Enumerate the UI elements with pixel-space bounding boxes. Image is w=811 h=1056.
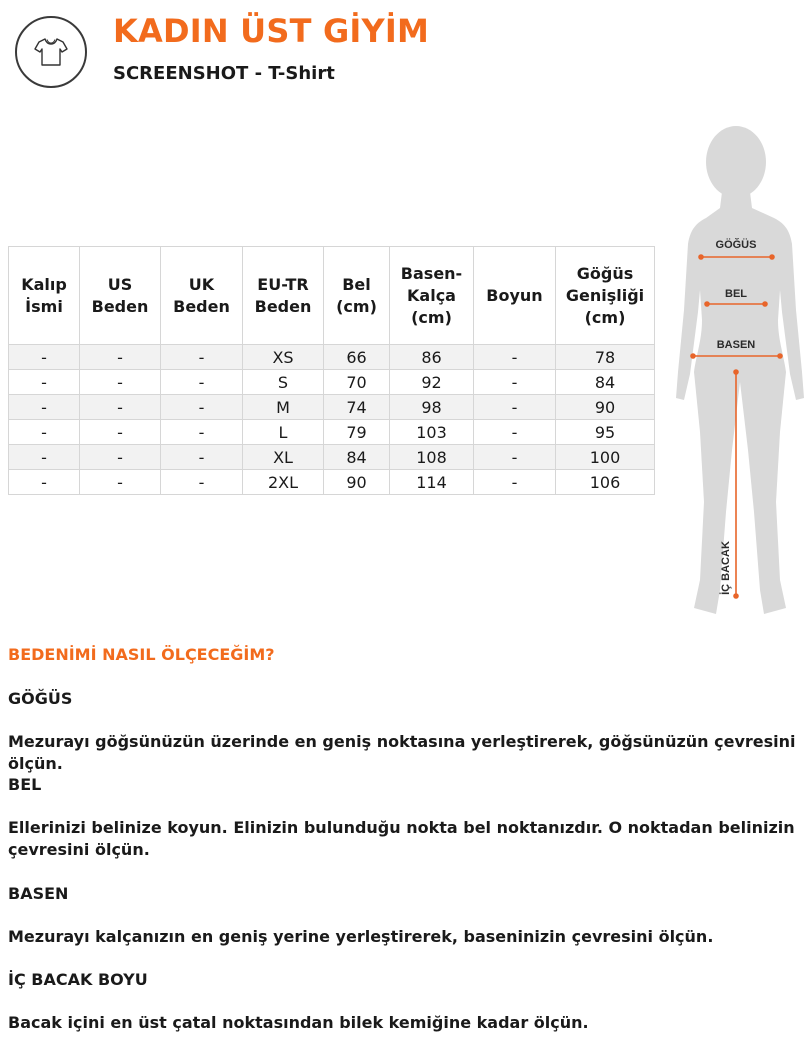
table-cell: 66 (324, 345, 390, 370)
table-cell: - (80, 395, 161, 420)
table-cell: - (80, 470, 161, 495)
table-cell: S (243, 370, 324, 395)
column-header: Kalıp İsmi (9, 247, 80, 345)
inseam-line-end (734, 594, 738, 598)
hip-label: BASEN (716, 339, 756, 351)
table-cell: - (9, 445, 80, 470)
table-cell: 114 (390, 470, 474, 495)
table-row (9, 370, 655, 395)
table-cell: 79 (324, 420, 390, 445)
table-cell: - (474, 370, 556, 395)
table-cell: 103 (390, 420, 474, 445)
inseam-guide-text: Bacak içini en üst çatal noktasından bilek kemiğine kadar ölçün. (8, 1013, 589, 1032)
table-cell: 84 (324, 445, 390, 470)
body-measurement-figure (670, 120, 811, 620)
table-cell: - (474, 345, 556, 370)
table-cell: 74 (324, 395, 390, 420)
hip-line-end (691, 354, 695, 358)
table-cell: - (474, 420, 556, 445)
table-cell: - (80, 345, 161, 370)
table-cell: - (474, 470, 556, 495)
table-cell: - (80, 445, 161, 470)
hip-guide-label: BASEN (8, 884, 69, 903)
column-header: Göğüs Genişliği (cm) (556, 247, 655, 345)
chest-line-end (699, 255, 703, 259)
table-cell: - (161, 470, 243, 495)
table-cell: XS (243, 345, 324, 370)
page-title: KADIN ÜST GİYİM (113, 12, 430, 50)
table-cell: - (9, 345, 80, 370)
table-cell: 84 (556, 370, 655, 395)
waist-guide-text: Ellerinizi belinize koyun. Elinizin bulunduğu nokta bel noktanızdır. O noktadan belinizin çevresini ölçün. (8, 818, 795, 859)
chest-line-end (770, 255, 774, 259)
table-row (9, 395, 655, 420)
table-cell: M (243, 395, 324, 420)
table-cell: 106 (556, 470, 655, 495)
table-cell: 78 (556, 345, 655, 370)
table-cell: - (80, 370, 161, 395)
table-cell: 108 (390, 445, 474, 470)
chest-guide-text: Mezurayı göğsünüzün üzerinde en geniş noktasına yerleştirerek, göğsünüzün çevresini ölçün. (8, 732, 796, 773)
table-cell: - (474, 445, 556, 470)
table-cell: 92 (390, 370, 474, 395)
column-header: UK Beden (161, 247, 243, 345)
table-cell: 90 (324, 470, 390, 495)
column-header: Bel (cm) (324, 247, 390, 345)
column-header: EU-TR Beden (243, 247, 324, 345)
table-cell: 100 (556, 445, 655, 470)
table-row (9, 470, 655, 495)
table-cell: 70 (324, 370, 390, 395)
hip-guide-text: Mezurayı kalçanızın en geniş yerine yerleştirerek, baseninizin çevresini ölçün. (8, 927, 714, 946)
column-header: US Beden (80, 247, 161, 345)
column-header: Boyun (474, 247, 556, 345)
size-table (8, 246, 655, 495)
table-cell: - (161, 370, 243, 395)
table-cell: - (9, 395, 80, 420)
table-cell: - (80, 420, 161, 445)
table-cell: XL (243, 445, 324, 470)
page-subtitle: SCREENSHOT - T-Shirt (113, 63, 335, 84)
waist-label: BEL (725, 288, 747, 300)
inseam-line-end (734, 370, 738, 374)
waist-line-end (763, 302, 767, 306)
female-silhouette (676, 126, 804, 614)
waist-line-end (705, 302, 709, 306)
table-cell: 98 (390, 395, 474, 420)
table-cell: - (161, 445, 243, 470)
inseam-label: İÇ BACAK (720, 541, 732, 595)
table-cell: L (243, 420, 324, 445)
table-row (9, 345, 655, 370)
table-cell: 95 (556, 420, 655, 445)
table-row (9, 420, 655, 445)
hip-line-end (778, 354, 782, 358)
table-cell: - (474, 395, 556, 420)
tshirt-icon-circle (15, 16, 87, 88)
table-cell: - (9, 470, 80, 495)
table-header-row (9, 247, 655, 345)
table-cell: - (9, 370, 80, 395)
chest-label: GÖĞÜS (715, 239, 757, 251)
chest-guide-label: GÖĞÜS (8, 689, 73, 708)
tshirt-icon (33, 36, 69, 68)
table-cell: 90 (556, 395, 655, 420)
table-cell: - (9, 420, 80, 445)
table-cell: - (161, 420, 243, 445)
column-header: Basen- Kalça (cm) (390, 247, 474, 345)
guide-heading: BEDENİMİ NASIL ÖLÇECEĞİM? (8, 645, 275, 664)
table-row (9, 445, 655, 470)
table-cell: - (161, 345, 243, 370)
waist-guide-label: BEL (8, 775, 42, 794)
inseam-guide-label: İÇ BACAK BOYU (8, 970, 148, 989)
table-cell: 2XL (243, 470, 324, 495)
table-cell: 86 (390, 345, 474, 370)
table-cell: - (161, 395, 243, 420)
